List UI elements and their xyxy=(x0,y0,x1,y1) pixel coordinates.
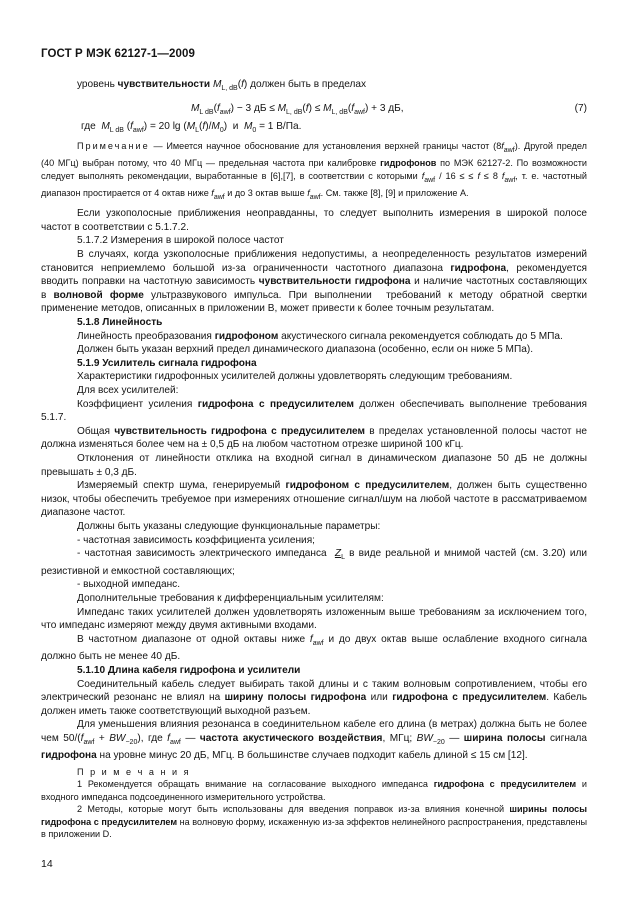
paragraph-11: Отклонения от линейности отклика на входной сигнал в динамическом диапазоне 50 дБ не должны превышать ± 0,3 дБ. xyxy=(41,452,587,478)
paragraph-4: В случаях, когда узкополосные приближения недопустимы, а неопределенность результатов измерений становится неприемлемо большой из-за ограниченности частотного диапазона гидрофона, рекомендуется вводить поправки на частотную зависимость чувствительности гидрофона и наличие частотных составляющих в волновой форме ультразвукового импульса. При выполнении требований к методу обратной свертки применение методов, описанных в приложении В, может привести к более точным результатам. xyxy=(41,249,587,315)
formula-where: где $M_{L dB}$ $(f_{awf}) = 20$ $\lg (M_L(f)/M_0)$ и $M_0 = 1$ В/Па. xyxy=(81,120,302,134)
paragraph-21: Для уменьшения влияния резонанса в соединительном кабеле его длина (в метрах) должна быть не более чем $50/(f_{awf} + BW_{-20})$, где $f_{awf}$ — частота акустического воздействия, МГц; $BW_{-20}$ — ширина полосы сигнала гидрофона на уровне минус 20 дБ, МГц. В большинстве случаев подходит кабель длиной ≤ 15 см [12]. xyxy=(41,719,588,762)
page-number: 14 xyxy=(41,858,53,870)
paragraph-13: Должны быть указаны следующие функциональные параметры: xyxy=(77,520,381,532)
paragraph-18: Импеданс таких усилителей должен удовлетворять изложенным выше требованиям за исключением того, что импеданс измеряют между двумя активными входами. xyxy=(41,606,587,632)
section-5-1-10: 5.1.10 Длина кабеля гидрофона и усилители xyxy=(77,664,301,676)
paragraph-19: В частотном диапазоне от одной октавы ниже $f_{awf}$ и до двух октав выше ослабление входного сигнала должно быть не менее 40 дБ. xyxy=(41,633,587,663)
paragraph-12: Измеряемый спектр шума, генерируемый гидрофоном с предусилителем, должен быть существенно низок, чтобы обеспечить требуемое при измерениях отношение сигнал/шум на любой частоте в рассматриваемом диапазоне частот. xyxy=(41,480,587,519)
paragraph-17: Дополнительные требования к дифференциальным усилителям: xyxy=(77,592,384,604)
notes-title: П р и м е ч а н и я xyxy=(77,767,191,778)
section-5-1-9: 5.1.9 Усилитель сигнала гидрофона xyxy=(77,357,257,369)
formula-number: (7) xyxy=(574,102,587,114)
section-5-1-7-2: 5.1.7.2 Измерения в широкой полосе частот xyxy=(77,235,284,247)
formula-expression: $M_{L dB}(f_{awf}) - 3$ дБ ≤ $M_{L, dB}(f) \le M_{L, dB}(f_{awf}) + 3$ дБ, xyxy=(191,102,404,116)
paragraph-20: Соединительный кабель следует выбирать такой длины и с таким волновым сопротивлением, чтобы его электрический резонанс не влиял на ширину полосы гидрофона или гидрофона с предусилителем. Кабель должен иметь также соответствующий выходной разъем. xyxy=(41,678,587,717)
note-3: 2 Методы, которые могут быть использованы для введения поправок из-за влияния конечной ширины полосы гидрофона с предусилителем на волновую форму, искаженную из-за эффектов нелинейного распространения, представлены в приложении D. xyxy=(41,804,588,840)
note-1: Примечание — Имеется научное обоснование для установления верхней границы частот $(8f_{awf})$. Другой предел (40 МГц) выбран потому, что 40 МГц — предельная частота при калибровке гидрофонов по МЭК 62127-2. По возможности следует выполнять рекомендации, выработанные в [6],[7], в соответствии с которыми $f_{awf} / 16$ ≤ ≤ f ≤ 8 $f_{awf}$, т. е. частотный диапазон простирается от 4 октав ниже $f_{awf}$ и до 3 октав выше $f_{awf}$. См. также [8], [9] и приложение А. xyxy=(41,141,587,201)
formula-7 xyxy=(41,99,587,118)
list-item-output-impedance: - выходной импеданс. xyxy=(77,579,180,591)
list-item-impedance: - частотная зависимость электрического импеданса $Z_L$ в виде реальной и мнимой частей (см. 3.20) или резистивной и емкостной составляющих; xyxy=(41,548,587,577)
paragraph-6: Должен быть указан верхний предел динамического диапазона (особенно, если он ниже 5 МПа). xyxy=(77,344,533,356)
paragraph-5: Линейность преобразования гидрофоном акустического сигнала рекомендуется соблюдать до 5 МПа. xyxy=(77,330,563,342)
sensitivity-intro: уровень чувствительности $M_{L, dB}(f)$ должен быть в пределах xyxy=(77,79,367,93)
list-item-gain: - частотная зависимость коэффициента усиления; xyxy=(77,534,315,546)
note-2: 1 Рекомендуется обращать внимание на согласование выходного импеданса гидрофона с предусилителем и входного импеданса подсоединенного измерительного устройства. xyxy=(41,779,588,802)
page-body xyxy=(41,78,587,841)
paragraph-2: Если узкополосные приближения неоправданны, то следует выполнить измерения в широкой полосе частот в соответствии с 5.1.7.2. xyxy=(41,208,587,233)
section-5-1-8: 5.1.8 Линейность xyxy=(77,317,163,329)
paragraph-10: Общая чувствительность гидрофона с предусилителем в пределах установленной полосы частот не должна изменяться более чем на ± 0,5 дБ на любом частотном отрезке шириной 100 кГц. xyxy=(41,425,587,451)
document-header: ГОСТ Р МЭК 62127-1—2009 xyxy=(41,48,195,60)
paragraph-7: Характеристики гидрофонных усилителей должны удовлетворять следующим требованиям. xyxy=(77,371,513,383)
paragraph-9: Коэффициент усиления гидрофона с предусилителем должен обеспечивать выполнение требования 5.1.7. xyxy=(41,398,588,424)
paragraph-8: Для всех усилителей: xyxy=(77,385,179,396)
